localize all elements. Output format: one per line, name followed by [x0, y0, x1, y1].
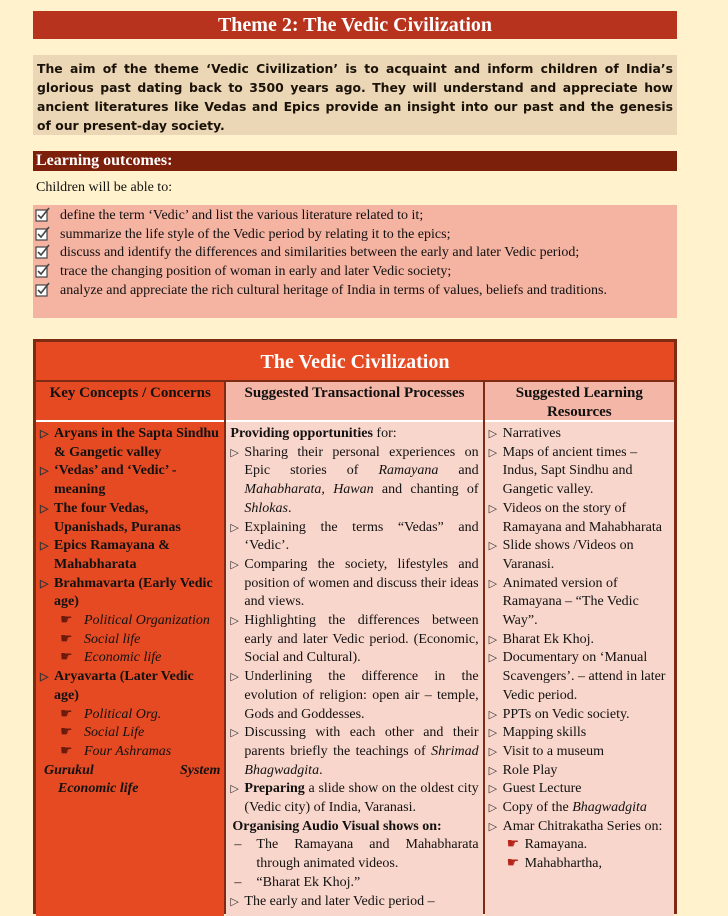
economic-life-label: Economic life [58, 781, 139, 797]
providing-opportunities: Providing opportunities for: [230, 426, 397, 441]
arrow-icon: ▷ [230, 895, 239, 908]
arrow-icon: ▷ [230, 521, 239, 534]
outcome-item: trace the changing position of woman in early and later Vedic society; [35, 263, 675, 282]
resource-item: ▷ Videos on the story of Ramayana and Mahabharata [489, 500, 670, 537]
arrow-icon: ▷ [488, 633, 498, 646]
resource-subitem: ☛ Ramayana. [489, 836, 670, 855]
arrow-icon: ▷ [230, 727, 239, 740]
arrow-icon: ▷ [40, 502, 49, 515]
pointing-hand-icon: ☛ [506, 837, 520, 853]
av-item: – “Bharat Ek Khoj.” [230, 874, 478, 893]
learning-outcomes-title: Learning outcomes: [33, 151, 677, 171]
theme-title: Theme 2: The Vedic Civilization [33, 11, 677, 39]
arrow-icon: ▷ [488, 745, 498, 758]
arrow-icon: ▷ [488, 428, 498, 440]
arrow-icon: ▷ [488, 764, 498, 777]
process-item: ▷ Discussing with each other and their parents briefly the teachings of Shrimad Bhagwadgita. [230, 724, 478, 780]
concept-subitem: ☛ Four Ashramas [40, 743, 220, 762]
resource-item: ▷ Copy of the Bhagwadgita [489, 799, 670, 818]
pointing-hand-icon: ☛ [60, 725, 73, 741]
pointing-hand-icon: ☛ [60, 650, 73, 666]
concept-item: ▷ Epics Ramayana & Mahabharata [40, 537, 220, 574]
arrow-icon: ▷ [40, 428, 49, 440]
table-title: The Vedic Civilization [36, 342, 674, 380]
checkbox-icon [35, 282, 51, 297]
checkbox-icon [35, 207, 51, 222]
outcome-item: define the term ‘Vedic’ and list the various literature related to it; [35, 207, 675, 226]
resource-item: ▷ Bharat Ek Khoj. [489, 631, 670, 650]
pointing-hand-icon: ☛ [60, 631, 73, 647]
learning-outcomes-list [33, 205, 677, 318]
pointing-hand-icon: ☛ [60, 706, 73, 722]
process-item: ▷ Sharing their personal experiences on Epic stories of Ramayana and Mahabharata, Hawan and chanting of Shlokas. [230, 444, 478, 519]
learning-resources-column [485, 382, 674, 916]
arrow-icon: ▷ [230, 615, 239, 628]
processes-header: Suggested Transactional Processes [226, 382, 482, 422]
process-item: ▷ Comparing the society, lifestyles and position of women and discuss their ideas and views. [230, 556, 478, 612]
pointing-hand-icon: ☛ [506, 856, 520, 872]
arrow-icon: ▷ [40, 577, 49, 590]
arrow-icon: ▷ [488, 708, 498, 721]
arrow-icon: ▷ [40, 671, 49, 684]
concept-item: ▷ Brahmavarta (Early Vedic age) [40, 575, 220, 612]
key-concepts-header: Key Concepts / Concerns [36, 382, 224, 422]
arrow-icon: ▷ [40, 465, 49, 478]
concept-subitem: ☛ Economic life [40, 649, 220, 668]
learning-outcomes-intro: Children will be able to: [36, 180, 173, 195]
concept-item: ▷ Aryavarta (Later Vedic age) [40, 668, 220, 705]
outcome-item: summarize the life style of the Vedic period by relating it to the epics; [35, 226, 675, 245]
process-item: ▷ The early and later Vedic period – [230, 893, 478, 912]
resource-item: ▷ Guest Lecture [489, 780, 670, 799]
process-item: ▷ Explaining the terms “Vedas” and ‘Vedic’. [230, 519, 478, 556]
arrow-icon: ▷ [488, 446, 498, 459]
arrow-icon: ▷ [488, 802, 498, 815]
arrow-icon: ▷ [488, 783, 498, 796]
resource-item: ▷ Narratives [489, 425, 670, 444]
resource-item: ▷ Mapping skills [489, 724, 670, 743]
pointing-hand-icon: ☛ [60, 743, 73, 759]
aim-paragraph: The aim of the theme ‘Vedic Civilization’ is to acquaint and inform children of India’s glorious past dating back to 3500 years ago. They will understand and appreciate how ancient literatures like Vedas and Epics provide an insight into our past and the genesis of our present-day society. [33, 55, 677, 135]
resource-subitem: ☛ Mahabhartha, [489, 855, 670, 874]
concept-subitem: ☛ Political Org. [40, 706, 220, 725]
checkbox-icon [35, 244, 51, 259]
arrow-icon: ▷ [488, 820, 498, 833]
concept-subitem: ☛ Social Life [40, 724, 220, 743]
arrow-icon: ▷ [488, 502, 498, 515]
arrow-icon: ▷ [230, 671, 239, 684]
arrow-icon: ▷ [230, 558, 239, 571]
arrow-icon: ▷ [230, 446, 239, 459]
organising-av-title: Organising Audio Visual shows on: [232, 818, 442, 834]
concept-item: ▷ ‘Vedas’ and ‘Vedic’ - meaning [40, 462, 220, 499]
transactional-processes-column [226, 382, 482, 916]
concept-subitem: ☛ Social life [40, 631, 220, 650]
checkbox-icon [35, 263, 51, 278]
concept-item: ▷ The four Vedas, Upanishads, Puranas [40, 500, 220, 537]
arrow-icon: ▷ [230, 783, 239, 796]
resource-item: ▷ Maps of ancient times – Indus, Sapt Sindhu and Gangetic valley. [489, 444, 670, 500]
outcome-item: discuss and identify the differences and similarities between the early and later Vedic period; [35, 244, 675, 263]
dash-icon: – [234, 837, 242, 853]
process-item: ▷ Highlighting the differences between early and later Vedic period. (Economic, Social and Cultural). [230, 612, 478, 668]
resource-item: ▷ Amar Chitrakatha Series on: [489, 818, 670, 837]
vedic-civilization-table [33, 339, 677, 914]
resources-header: Suggested Learning Resources [485, 382, 674, 422]
resource-item: ▷ PPTs on Vedic society. [489, 706, 670, 725]
resource-item: ▷ Documentary on ‘Manual Scavengers’. – attend in later Vedic period. [489, 649, 670, 705]
concept-subitem: ☛ Political Organization [40, 612, 220, 631]
arrow-icon: ▷ [40, 540, 49, 553]
resource-item: ▷ Visit to a museum [489, 743, 670, 762]
process-item: ▷ Preparing a slide show on the oldest city (Vedic city) of India, Varanasi. [230, 780, 478, 817]
key-concepts-column [36, 382, 224, 916]
dash-icon: – [234, 874, 242, 890]
arrow-icon: ▷ [488, 652, 498, 665]
resource-item: ▷ Role Play [489, 762, 670, 781]
outcome-item: analyze and appreciate the rich cultural heritage of India in terms of values, beliefs and traditions. [35, 282, 675, 301]
gurukul-label: Gurukul System [44, 762, 221, 778]
concept-item: ▷ Aryans in the Sapta Sindhu & Gangetic valley [40, 425, 220, 462]
av-item: – The Ramayana and Mahabharata through animated videos. [230, 836, 478, 873]
arrow-icon: ▷ [488, 540, 498, 553]
process-item: ▷ Underlining the difference in the evolution of religion: open air – temple, Gods and Goddesses. [230, 668, 478, 724]
checkbox-icon [35, 226, 51, 241]
pointing-hand-icon: ☛ [60, 613, 73, 629]
resource-item: ▷ Animated version of Ramayana – “The Vedic Way”. [489, 575, 670, 631]
resource-item: ▷ Slide shows /Videos on Varanasi. [489, 537, 670, 574]
arrow-icon: ▷ [488, 577, 498, 590]
arrow-icon: ▷ [488, 727, 498, 740]
